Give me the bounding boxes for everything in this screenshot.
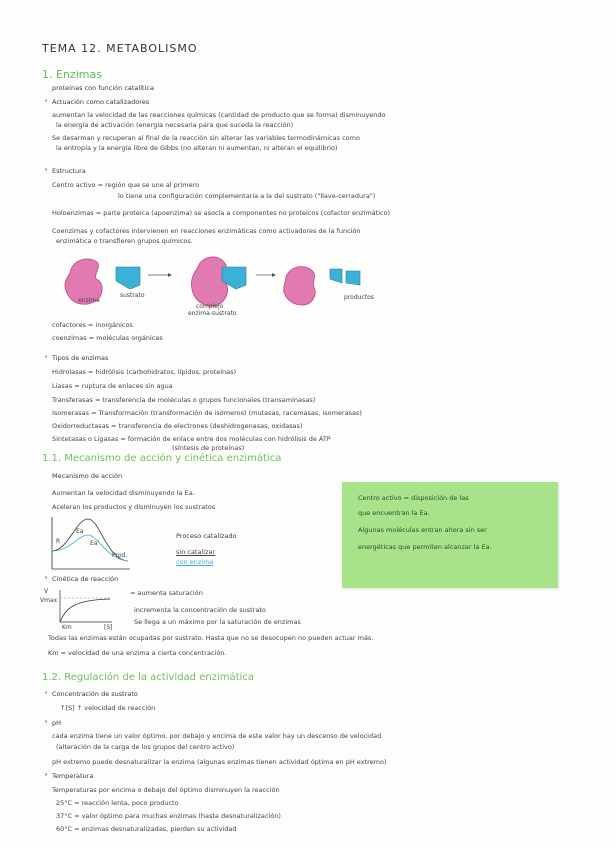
structure-line: lo tiene una configuración complementaria a la del sustrato ("llave-cerradura") [118,192,376,200]
temperature-heading: Temperatura [52,772,94,780]
bullet-icon: • [44,718,49,726]
types-line: Oxidorreductasas = transferencia de electrones (deshidrogenasas, oxidasas) [52,422,303,430]
types-line: Isomerasas = Transformación (transformación de isómeros) (mutasas, racemasas, isomerasas) [52,409,362,417]
action-line: la energía de activación (energía necesaria para que suceda la reacción) [56,121,294,129]
types-line: Sintetasas o Ligasas = formación de enlace entre dos moléculas con hidrólisis de ATP [52,435,331,443]
graph-label: Ea [76,528,84,535]
section-1-1-heading: 1.1. Mecanismo de acción y cinética enzimática [42,453,282,464]
bullet-icon: • [44,97,49,105]
legend-line: con enzima [176,558,214,566]
mechanism-line: Aumentan la velocidad disminuyendo la Ea. [52,489,195,497]
bullet-icon: • [44,771,49,779]
sticky-line: energéticas que permiten alcanzar la Ea. [358,543,492,551]
graph-label: Ea' [90,540,100,547]
kinetics-line: = aumenta saturación [130,589,203,597]
axis-label: [S] [104,624,113,631]
structure-line: Holoenzimas = parte proteica (apoenzima) se asocia a componentes no proteicos (cofactor enzimático) [52,209,391,217]
types-line: (síntesis de proteínas) [172,444,245,452]
bullet-icon: • [44,353,49,361]
kinetics-note: Todas las enzimas están ocupadas por sustrato. Hasta que no se desocupen no pueden actuar más. [48,634,374,642]
sticky-line: que encuentran la Ea. [358,509,430,517]
structure-heading: Estructura [52,167,86,175]
cofactor-line: cofactores = inorgánicos [52,321,133,329]
enzyme-substrate-diagram [60,255,400,317]
mechanism-line: Aceleran los productos y disminuyen los sustratos [52,503,216,511]
axis-label: Vmax [40,597,58,604]
structure-line: enzimática o transfieren grupos químicos. [56,237,193,245]
enzyme-label: enzima [78,297,100,304]
kinetics-note: Km = velocidad de una enzima a cierta concentración. [48,649,227,657]
temperature-line: 25°C = reacción lenta, poco producto [56,799,179,807]
section-1-heading: 1. Enzimas [42,68,102,81]
substrate-label: sustrato [120,292,145,299]
action-heading: Actuación como catalizadores [52,98,150,106]
types-heading: Tipos de enzimas [52,354,109,362]
temperature-line: Temperaturas por encima o debajo del óptimo disminuyen la reacción [52,786,280,794]
bullet-icon: • [44,166,49,174]
axis-label: Km [62,624,72,631]
graph-label: R [56,538,61,545]
process-label: Proceso catalizado [176,532,237,540]
michaelis-menten-graph [52,588,114,628]
graph-label: Prod. [112,552,128,559]
page-title: TEMA 12. METABOLISMO [42,42,198,55]
saturation-curve [60,599,110,622]
temperature-line: 60°C = enzimas desnaturalizadas, pierden su actividad [56,825,237,833]
cofactor-line: coenzimas = moléculas orgánicas [52,334,163,342]
products-label: productos [344,294,374,301]
complex-label: complejo [196,303,224,310]
complex-label: enzima-sustrato [188,310,237,317]
bullet-icon: • [44,689,49,697]
product-shape [346,271,360,285]
kinetics-line: incrementa la concentración de sustrato [134,606,266,614]
structure-line: Coenzimas y cofactores intervienen en reacciones enzimáticas como activadores de la función [52,227,361,235]
axis-label: V [44,588,49,595]
temperature-line: 37°C = valor óptimo para muchas enzimas (hasta desnaturalización) [56,812,281,820]
product-shape [330,269,342,283]
structure-line: Centro activo = región que se une al primero [52,181,200,189]
concentration-line: ↑[S] ↑ velocidad de reacción [60,704,156,712]
action-line: la entropía y la energía libre de Gibbs (no alteran ni aumentan, ni alteran el equilibrio) [56,144,338,152]
ph-heading: pH [52,719,62,727]
section-1-intro: proteínas con función catalítica [52,84,154,92]
types-line: Hidrolasas = hidrólisis (carbohidratos, lípidos, proteínas) [52,368,237,376]
ph-line: pH extremo puede desnaturalizar la enzima (algunas enzimas tienen actividad óptima en pH extremo) [52,758,387,766]
substrate-shape [116,267,140,289]
mechanism-heading: Mecanismo de acción [52,472,123,480]
released-enzyme-shape [284,267,316,305]
ph-line: (alteración de la carga de los grupos del centro activo) [56,743,235,751]
section-1-2-heading: 1.2. Regulación de la actividad enzimática [42,672,254,683]
action-line: aumentan la velocidad de las reacciones químicas (cantidad de producto que se forma) disminuyendo [52,111,386,119]
sticky-note [342,482,558,588]
legend-line: sin catalizar [176,548,216,556]
sticky-line: Algunas moléculas entran ahora sin ser [358,526,487,534]
concentration-heading: Concentración de sustrato [52,690,138,698]
complex-enzyme-shape [191,257,227,306]
action-line: Se desarman y recuperan al final de la reacción sin alterar las variables termodinámicas como [52,134,360,142]
types-line: Transferasas = transferencia de moléculas o grupos funcionales (transaminasas) [52,396,316,404]
kinetics-line: Se llega a un máximo por la saturación de enzimas [134,618,301,626]
kinetics-heading: Cinética de reacción [52,575,119,583]
types-line: Liasas = ruptura de enlaces sin agua [52,382,173,390]
bullet-icon: • [44,574,49,582]
ph-line: cada enzima tiene un valor óptimo, por debajo y encima de este valor hay un descenso de velocidad [52,732,382,740]
sticky-line: Centro activo = disposición de las [358,494,469,502]
